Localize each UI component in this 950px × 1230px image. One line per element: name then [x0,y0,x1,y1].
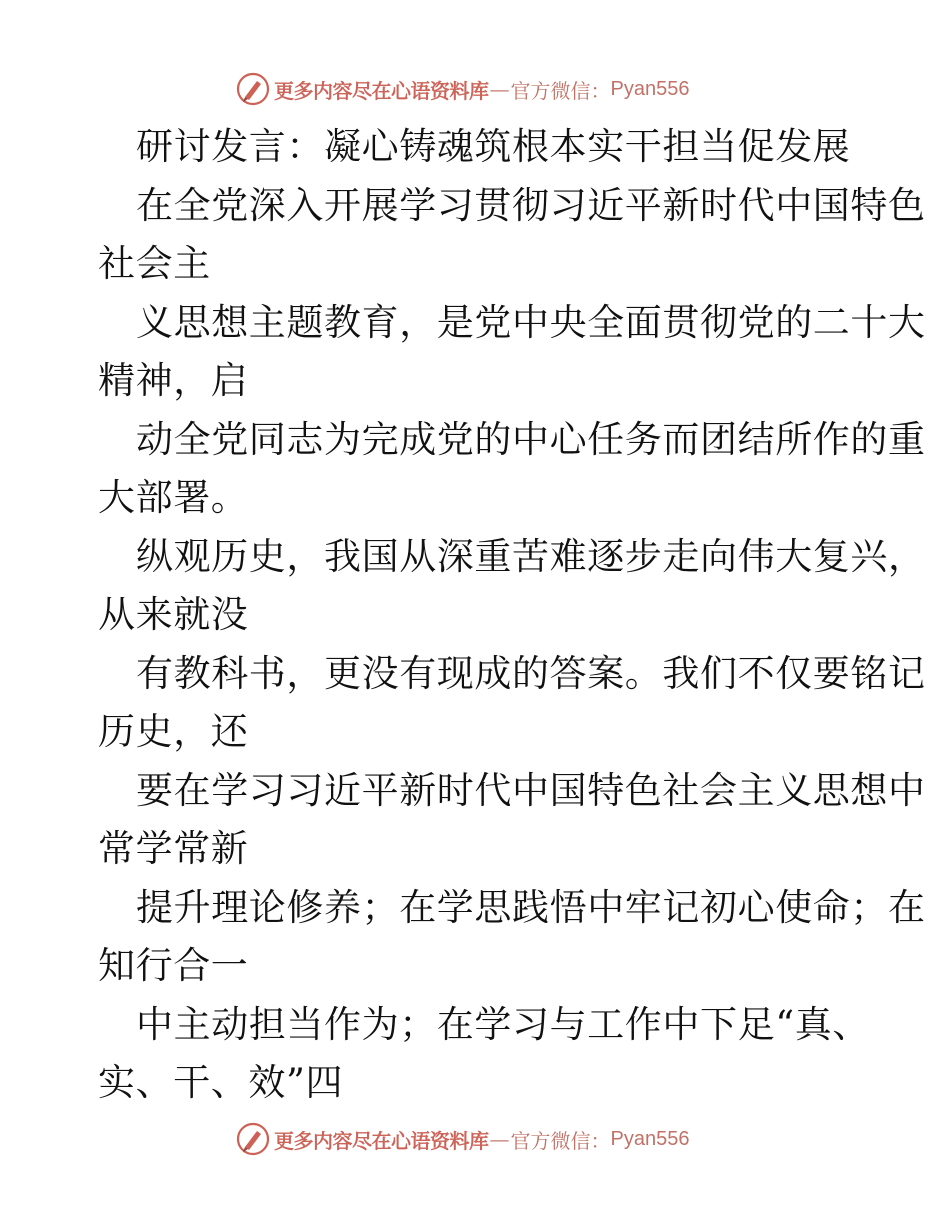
text-line: 在全党深入开展学习贯彻习近平新时代中国特色 [136,184,926,227]
text-line: 中主动担当作为；在学习与工作中下足“真、 [136,1003,870,1046]
watermark-main-text: 更多内容尽在心语资料库 [274,78,489,103]
text-line: 有教科书，更没有现成的答案。我们不仅要铭记 [136,652,926,695]
watermark-wechat-id: Pyan556 [610,1127,690,1150]
text-line: 常学常新 [98,827,249,870]
watermark-label: 官方微信： [510,78,611,103]
document-title: 研讨发言：凝心铸魂筑根本实干担当促发展 [136,125,851,168]
watermark-separator: — [489,77,510,101]
watermark-main-text: 更多内容尽在心语资料库 [274,1128,489,1153]
text-line: 要在学习习近平新时代中国特色社会主义思想中 [136,769,926,812]
watermark-label: 官方微信： [510,1128,611,1153]
text-line: 提升理论修养；在学思践悟中牢记初心使命；在 [136,886,926,929]
text-line: 知行合一 [98,944,249,987]
watermark-wechat-id: Pyan556 [610,77,690,100]
text-line: 历史，还 [98,710,249,753]
text-line: 精神，启 [98,359,249,402]
text-line: 大部署。 [98,476,249,519]
text-line: 义思想主题教育，是党中央全面贯彻党的二十大 [136,301,926,344]
text-line: 社会主 [98,242,211,285]
watermark-banner-bottom [236,1122,689,1156]
text-line: 实、干、效”四 [98,1061,344,1104]
watermark-separator: — [489,1127,510,1151]
text-line: 纵观历史，我国从深重苦难逐步走向伟大复兴， [136,535,926,578]
pen-logo-icon [236,1122,270,1156]
text-line: 动全党同志为完成党的中心任务而团结所作的重 [136,418,926,461]
text-line: 从来就没 [98,593,249,636]
